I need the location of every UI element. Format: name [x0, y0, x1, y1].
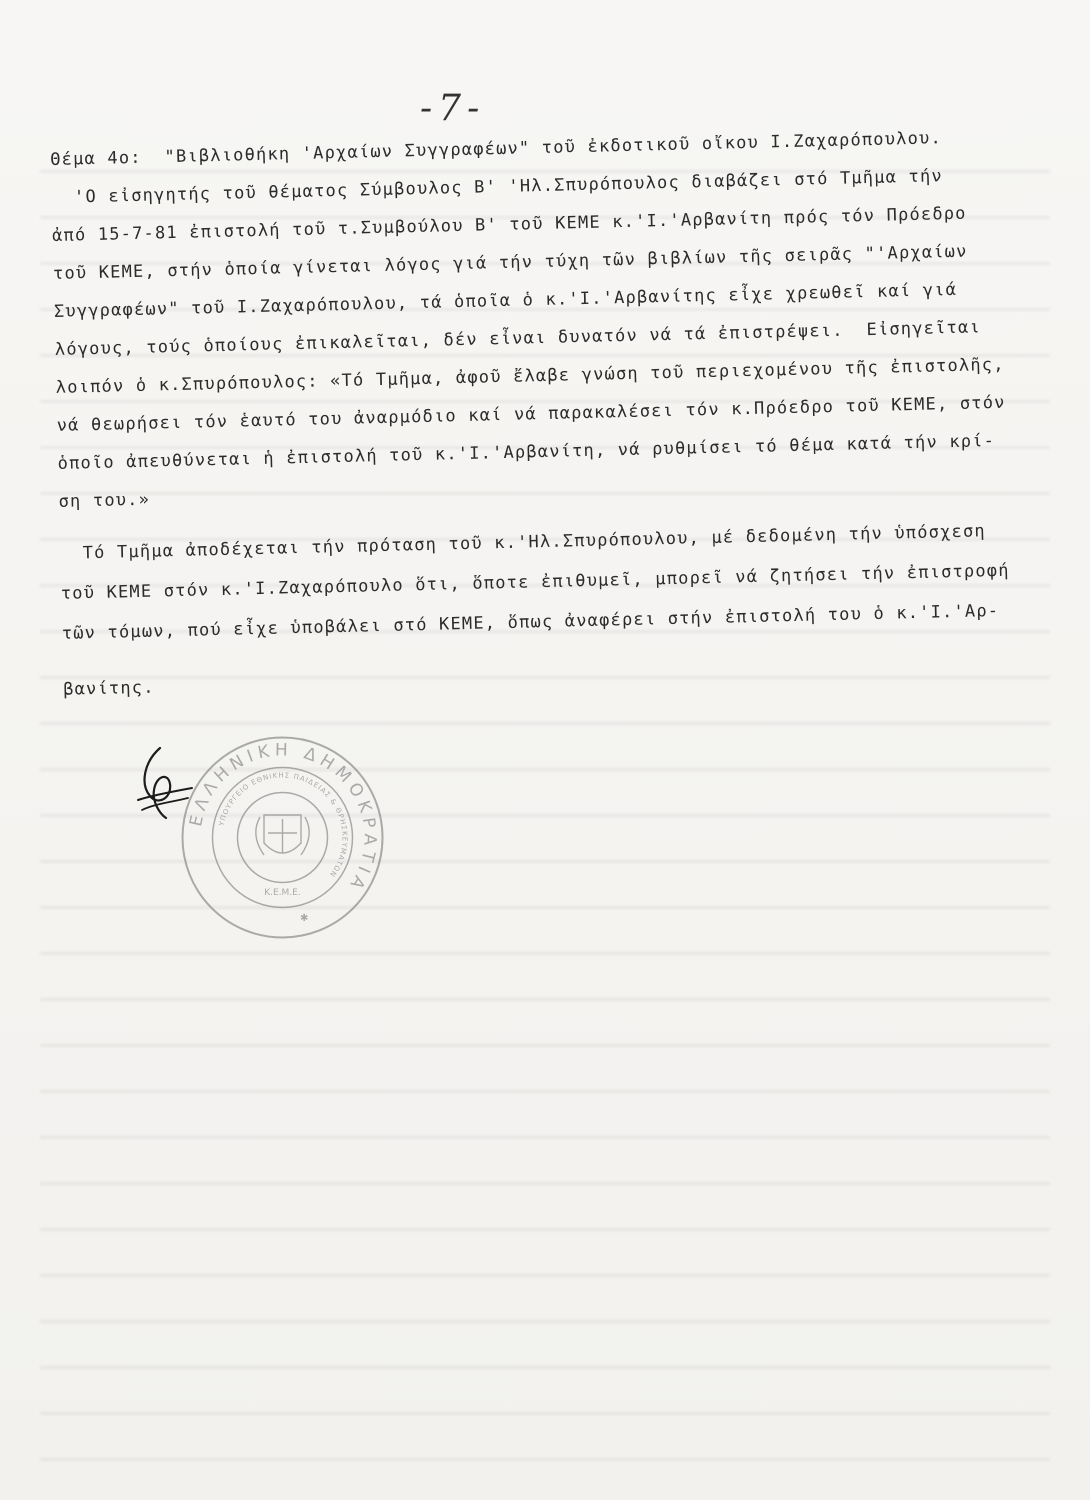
star-icon: ✱ [300, 913, 309, 924]
text-line: ση του.» [58, 489, 151, 512]
seal-inner-text: ΥΠΟΥΡΓΕΙΟ ΕΘΝΙΚΗΣ ΠΑΙΔΕΙΑΣ & ΘΡΗΣΚΕΥΜΑΤΩΝ [217, 771, 349, 879]
text-line: νά θεωρήσει τόν ἑαυτό του ἀναρμόδιο καί νά παρακαλέσει τόν κ.Πρόεδρο τοῦ ΚΕΜΕ, στόν [56, 392, 1006, 436]
text-line: 'Ο εἰσηγητής τοῦ θέματος Σύμβουλος Β' 'Ηλ.Σπυρόπουλος διαβάζει στό Τμῆμα τήν [50, 166, 944, 208]
text-line: τοῦ ΚΕΜΕ στόν κ.'Ι.Ζαχαρόπουλο ὅτι, ὅποτε ἐπιθυμεῖ, μπορεῖ νά ζητήσει τήν ἐπιστροφή [60, 560, 1010, 604]
text-line: λοιπόν ὁ κ.Σπυρόπουλος: «Τό Τμῆμα, ἀφοῦ ἔλαβε γνώση τοῦ περιεχομένου τῆς ἐπιστολῆς, [55, 354, 1005, 398]
seal-outer-text: ΕΛΛΗΝΙΚΗ ΔΗΜΟΚΡΑΤΙΑ [186, 740, 380, 897]
text-line: ἀπό 15-7-81 ἐπιστολή τοῦ τ.Συμβούλου Β' τοῦ ΚΕΜΕ κ.'Ι.'Αρβανίτη πρός τόν Πρόεδρο [51, 203, 967, 246]
text-line: λόγους, τούς ὁποίους ἐπικαλεῖται, δέν εἶναι δυνατόν νά τά ἐπιστρέψει. Εἰσηγεῖται [54, 317, 982, 360]
coat-of-arms-icon [256, 815, 309, 855]
text-line: τῶν τόμων, πού εἶχε ὑποβάλει στό ΚΕΜΕ, ὅπως ἀναφέρει στήν ἐπιστολή του ὁ κ.'Ι.'Αρ- [61, 600, 1000, 644]
official-seal [180, 735, 385, 940]
text-line: τοῦ ΚΕΜΕ, στήν ὁποία γίνεται λόγος γιά τήν τύχη τῶν βιβλίων τῆς σειρᾶς "'Αρχαίων [52, 241, 968, 284]
text-line: βανίτης. [62, 677, 155, 700]
document-body [50, 126, 1040, 700]
text-line: Τό Τμῆμα ἀποδέχεται τήν πρόταση τοῦ κ.'Ηλ.Σπυρόπουλου, μέ δεδομένη τήν ὑπόσχεση [59, 521, 987, 564]
text-line: Συγγραφέων" τοῦ Ι.Ζαχαρόπουλου, τά ὁποῖα ὁ κ.'Ι.'Αρβανίτης εἶχε χρεωθεῖ καί γιά [53, 279, 958, 322]
seal-bottom-text: Κ.Ε.Μ.Ε. [264, 888, 301, 898]
handwritten-signature [130, 740, 200, 820]
page-number: -7- [420, 88, 486, 129]
text-line: ὁποῖο ἀπευθύνεται ἡ ἐπιστολή τοῦ κ.'Ι.'Αρβανίτη, νά ρυθμίσει τό θέμα κατά τήν κρί- [57, 430, 996, 474]
text-line: Θέμα 4ο: "Βιβλιοθήκη 'Αρχαίων Συγγραφέων" τοῦ ἐκδοτικοῦ οἴκου Ι.Ζαχαρόπουλου. [50, 128, 943, 170]
